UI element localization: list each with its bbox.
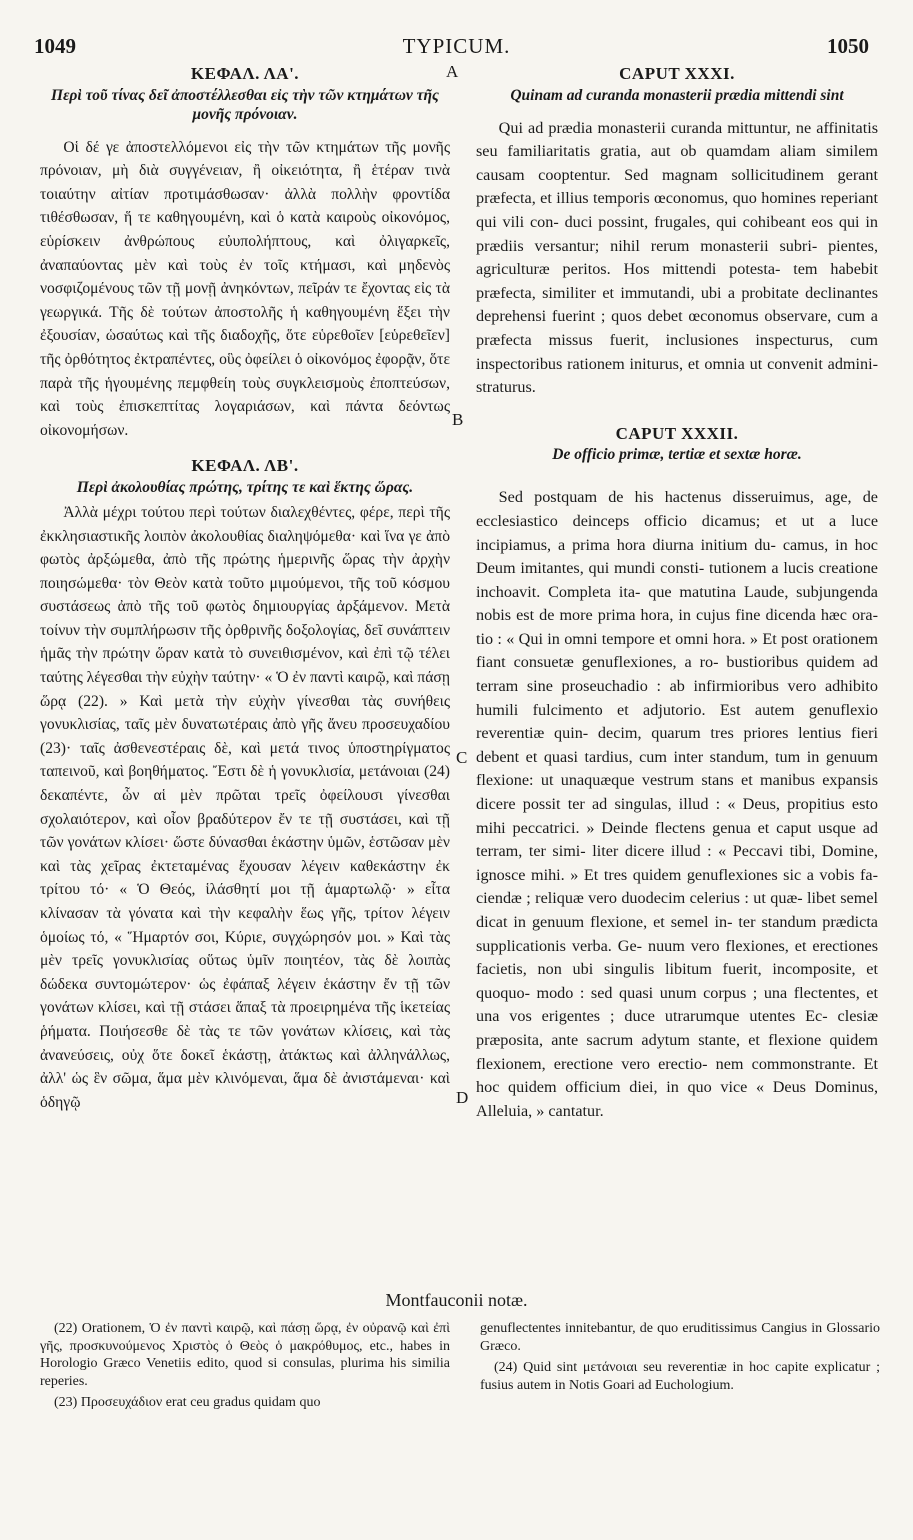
- greek-chapter-32-text: Ἀλλὰ μέχρι τούτου περὶ τούτων διαλεχθέντες, φέρε, περὶ τῆς ἐκκλησιαστικῆς λοιπὸν ἀκολουθίας διαληψόμεθα· καὶ ἵνα γε ἀπὸ φωτὸς ἀρξώμεθα, ἀπὸ τῆς πρώτης ἡμερινῆς ὥρας τὴν ἀρχὴν ποιησώμεθα· τὸν Θεὸν κατὰ τοῦτο μιμούμενοι, τῆς τοῦ κόσμου συστάσεως ἀπὸ τῆς τοῦ φωτὸς δημιουργίας ἀρξάμενον. Μετὰ τοίνυν τὴν συμπλήρωσιν τῆς ὀρθρινῆς δοξολογίας, δεῖ συνάπτειν ἡμᾶς τὴν πρώτην ὥραν κατὰ τὸ συνειθισμένον, καὶ ἐπὶ τῷ τέλει ταύτης λέγεσθαι τὴν εὐχὴν ταύτην· « Ὁ ἐν παντὶ καιρῷ, καὶ πάσῃ ὥρᾳ (22). » Καὶ μετὰ τὴν εὐχὴν γίνεσθαι τὰς συνήθεις γονυκλισίας, ταῖς μὲν δυνατωτέραις ἀπὸ γῆς ἄνευ προσευχαδίου (23)· ταῖς ἀσθενεστέραις δὲ, καὶ μετά τινος ὑποστηρίγματος ταπεινοῦ, καὶ βοηθήματος. Ἔστι δὲ ἡ γονυκλισία, μετάνοιαι (24) δεκαπέντε, ὧν αἱ μὲν πρῶται τρεῖς ὀφείλουσι γίνεσθαι σχολαιότερον, καὶ οἷον βραδύτερον ἔν τε τῇ συστάσει, καὶ τῇ τῶν γονάτων κλίσει· ὥστε δύνασθαι ἑκάστην ὑμῶν, ἑστῶσαν μὲν καὶ τὰς χεῖρας ἐκτεταμένας ἔχουσαν λέγειν καθεκάστην ἐκ τρίτου τό· « Ὁ Θεός, ἱλάσθητί μοι τῇ ἁμαρτωλῷ· » εἶτα κλίνασαν τὰ γόνατα καὶ τὴν κεφαλὴν ἕως γῆς, τρίτον λέγειν ὁμοίως τό, « Ἥμαρτόν σοι, Κύριε, συγχώρησόν μοι. » Καὶ τὰς μὲν τρεῖς γονυκλισίας οὕτως ὑμῖν ποιητέον, τὰς δὲ λοιπὰς δώδεκα συντομώτερον· ὡς ἐφάπαξ λέγειν ἑκάστην ἔν τῇ τῶν γονάτων κλίσει, καὶ τῇ στάσει ἅπαξ τὰ προειρημένα τῆς ἱκετείας ῥήματα. Ποιήσεσθε δὲ τὰς τε τῶν γονάτων κλίσεις, καὶ τὰς ἀνανεύσεις, οὐχ ὅτε δοκεῖ ἑκάστῃ, ἀτάκτως καὶ ἀλληνάλλως, ἀλλ' ὡς ἓν σῶμα, ἅμα μὲν κλινόμεναι, ἅμα δὲ ἀνιστάμεναι· καὶ ὁδηγῷ: [40, 503, 450, 1111]
- running-header: [30, 34, 883, 60]
- latin-chapter-32-title: CAPUT XXXII.: [615, 423, 739, 443]
- right-page-number: 1050: [827, 34, 869, 58]
- margin-marker-b: B: [452, 410, 464, 429]
- note-23: (23) Προσευχάδιον erat ceu gradus quidam quo: [54, 1395, 321, 1410]
- notes-left-column: [40, 1320, 450, 1416]
- greek-chapter-31-text: Οἱ δέ γε ἀποστελλόμενοι εἰς τὴν τῶν κτημάτων τῆς μονῆς πρόνοιαν, μὴ διὰ συγγένειαν, ἢ οἰκειότητα, ἢ ἑτέραν τινὰ τοιαύτην αἰτίαν προτιμάσθωσαν· ἀλλὰ πολλὴν φροντίδα τιθέσθωσαν, ἥ τε καθηγουμένη, καὶ ὁ κατὰ καιροὺς οἰκονόμος, εὑρίσκειν ἀνθρώπους εὐυπολήπτους, καὶ ὀλιγαρκεῖς, ἀναπαύοντας μὲν καὶ τοὺς ἐν τοῖς κτήμασι, καὶ μηδενὸς νοσφιζομένους τῶν τῇ μονῇ ἀνηκόντων, πεῖράν τε ἔχοντας εἰς τὰ γεωργικά. Τῆς δὲ τούτων ἀποστολῆς ἡ καθηγουμένη ἕξει τὴν ἐξουσίαν, ὡσαύτως καὶ τῆς διαδοχῆς, ὅτε εὑρεθοῖεν [εὑρεθεῖεν] τῆς ὀρθότητος ἐκτραπέντες, οὓς ὀφείλει ὁ οἰκονόμος ἐφορᾷν, ὅτε παρὰ τῆς ἡγουμένης πεμφθείη τοὺς συγκλεισμοὺς ἐποπτεύσων, καὶ τοὺς ἐπισκεπτίτας λογαριάσων, καὶ πάντα δεόντως οἰκονομήσων.: [40, 138, 450, 439]
- latin-chapter-32-text: Sed postquam de his hactenus disseruimus, age, de ecclesiastico deinceps officio dicamus; et ut a luce incipiamus, a prima hora diurna initium du- camus, in hoc Deum imitantes, qui mundi consti- tutionem a lucis creatione inchoavit. Completa ita- que matutina Laude, subjungenda nobis est de more prima hora, in cujus fine dicenda hæc ora- tio : « Qui in omni tempore et omni hora. » Et post orationem fiant consuetæ genuflexiones, a ro- bustioribus quidem ad terram sine proseuchadio : ab infirmioribus vero adhibito humili fulcimento et adjutorio. Est autem genuflexio reverentiæ quin- decim, quarum tres priores lentius fieri debent et quasi tardius, cum inter standum, tum in genuum flexione: ut unaquæque vestrum stans et manibus expansis dicere possit ter ad singulas, illud : « Deus, propitius esto mihi peccatrici. » Deinde flectens genua et caput usque ad terram, ter simi- liter dicere illud : « Peccavi tibi, Domine, ignosce mihi. » Et tres quidem genuflexiones sic a vobis fa- ciendæ ; reliquæ vero duodecim celerius : ut quæ- libet semel dicat in genuum flexione, et semel in- ter standum prædicta supplicationis verba. Ge- nuum vero flexiones, et erectiones facietis, non ubi singulis libitum fuerit, incomposite, et quoquo- modo : sed quasi unum corpus ; una flectentes, et una vos erigentes ; duce utrarumque utentes Ec- clesiæ præposita, ante sacrum adytum stante, et flexione quidem flexionem, erectione vero erectio- nem commonstrante. Et hoc quidem officium diei, in quo vice « Deus Dominus, Alleluia, » cantatur.: [476, 488, 878, 1120]
- notes-right-column: [480, 1320, 880, 1398]
- greek-chapter-31-title: ΚΕΦΑΛ. ΛΑ'.: [190, 64, 300, 83]
- note-22: (22) Orationem, Ὁ ἐν παντὶ καιρῷ, καὶ πάσῃ ὥρᾳ, ἐν οὐρανῷ καὶ ἐπὶ γῆς, προσκυνούμενος Χριστὸς ὁ Θεὸς ὁ μακρόθυμος, etc., habes in Horologio Græco Venetiis edito, quod si consulas, plurima his similia reperies.: [40, 1321, 450, 1389]
- latin-chapter-32-subtitle: De officio primæ, tertiæ et sextæ horæ.: [552, 446, 802, 464]
- latin-column: [476, 62, 878, 1123]
- running-title: TYPICUM.: [402, 34, 511, 58]
- left-page-number: 1049: [34, 34, 76, 58]
- latin-chapter-31-subtitle: Quinam ad curanda monasterii prædia mittendi sint: [510, 86, 844, 104]
- latin-chapter-31-title: CAPUT XXXI.: [619, 64, 735, 83]
- note-24: (24) Quid sint μετάνοιαι seu reverentiæ in hoc capite explicatur ; fusius autem in Notis Goari ad Euchologium.: [480, 1360, 880, 1393]
- margin-marker-d: D: [456, 1088, 469, 1107]
- note-23-continued: genuflectentes innitebantur, de quo eruditissimus Cangius in Glossario Græco.: [480, 1321, 880, 1354]
- latin-chapter-31-text: Qui ad prædia monasterii curanda mittuntur, ne affinitatis seu familiaritatis gratia, aut ob quamdam aliam similem causam cooptentur. Sed magnam sollicitudinem gerant præfecta, et illius temporis œconomus, quo homines reperiant qui vili con- duci possint, frugales, qui cohibeant eos qui in prædiis versantur; nihil rerum monasterii subri- pientes, agriculturæ peritos. Hos mittendi potesta- tem habebit præfecta, similiter et immutandi, ubi a probitate declinantes deprehensi fuerint ; quos debet œconomus observare, cum a præfecta missus fuerit, inclusiones inspecturus, cum inspectoribus rationem initurus, et omnia ut convenit admini- straturus.: [476, 118, 878, 397]
- margin-marker-a: A: [446, 62, 459, 81]
- greek-chapter-32-subtitle: Περὶ ἀκολουθίας πρώτης, τρίτης τε καὶ ἕκτης ὥρας.: [76, 478, 414, 496]
- margin-marker-c: C: [456, 748, 468, 767]
- greek-chapter-32-title: ΚΕΦΑΛ. ΛΒ'.: [191, 456, 299, 476]
- notes-heading: Montfauconii notæ.: [385, 1290, 528, 1310]
- greek-chapter-31-subtitle: Περὶ τοῦ τίνας δεῖ ἀποστέλλεσθαι εἰς τὴν τῶν κτημάτων τῆς μονῆς πρόνοιαν.: [51, 86, 439, 123]
- greek-column: [40, 62, 450, 1114]
